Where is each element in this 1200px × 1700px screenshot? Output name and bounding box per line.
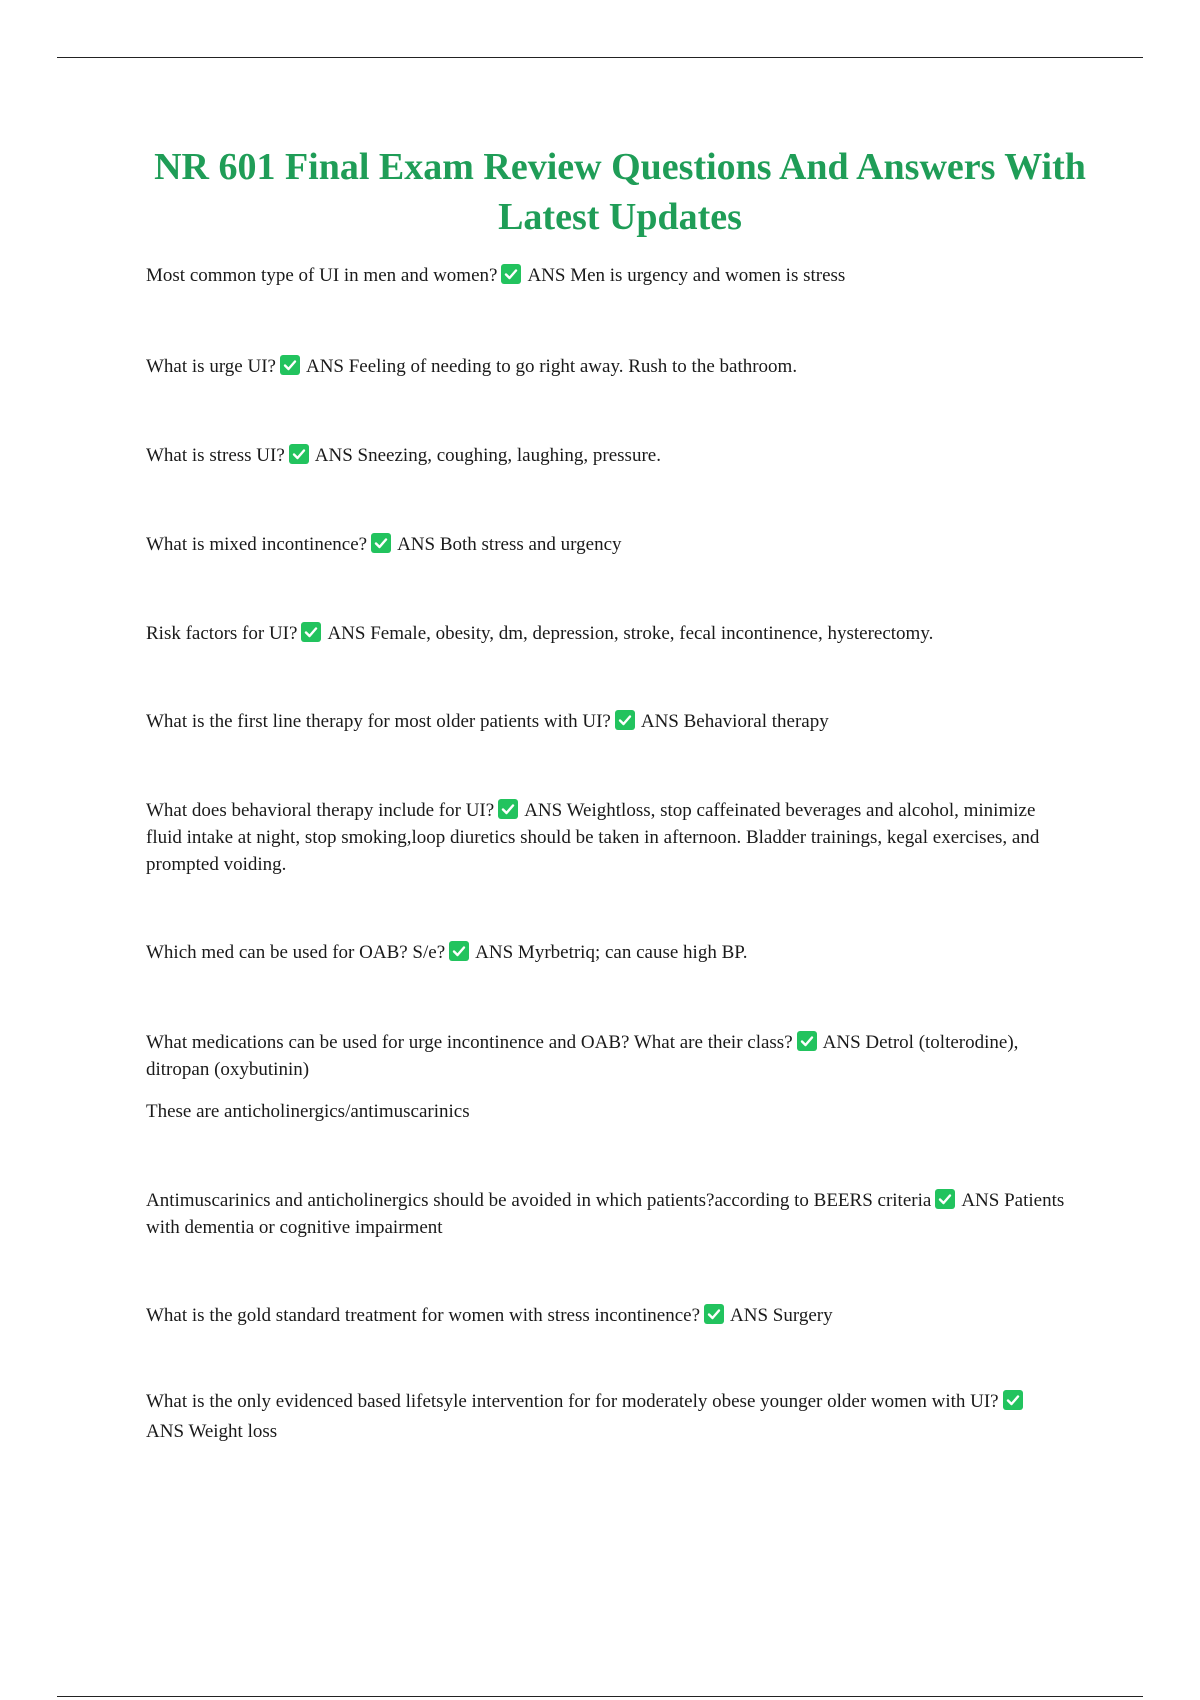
bottom-rule	[57, 1696, 1143, 1697]
check-mark-icon	[704, 1304, 724, 1324]
answer-text: Patients with dementia or cognitive impairment	[146, 1190, 1065, 1238]
question-text: What is urge UI?	[146, 356, 276, 377]
qa-text	[146, 262, 1066, 289]
question-text: What is the first line therapy for most older patients with UI?	[146, 711, 611, 732]
qa-item-2	[146, 353, 1066, 380]
check-mark-icon	[797, 1031, 817, 1051]
qa-item-5	[146, 620, 1066, 647]
answer-prefix: ANS	[822, 1032, 861, 1053]
answer-prefix: ANS	[305, 356, 344, 377]
question-text: Antimuscarinics and anticholinergics should be avoided in which patients?according to BEERS criteria	[146, 1190, 932, 1211]
check-mark-icon	[280, 355, 300, 375]
question-text: What is stress UI?	[146, 445, 285, 466]
check-mark-icon	[449, 941, 469, 961]
question-text: Most common type of UI in men and women?	[146, 265, 498, 286]
answer-prefix: ANS	[475, 942, 514, 963]
answer-prefix: ANS	[327, 623, 366, 644]
question-text: Which med can be used for OAB? S/e?	[146, 942, 446, 963]
qa-text	[146, 1302, 1066, 1329]
check-mark-icon	[498, 799, 518, 819]
answer-prefix: ANS	[524, 800, 563, 821]
answer-prefix: ANS	[146, 1421, 185, 1442]
qa-item-4	[146, 531, 1066, 558]
answer-text: Female, obesity, dm, depression, stroke, fecal incontinence, hysterectomy.	[370, 623, 934, 644]
qa-item-12	[146, 1387, 1066, 1447]
answer-text: Sneezing, coughing, laughing, pressure.	[357, 445, 661, 466]
answer-prefix: ANS	[730, 1305, 769, 1326]
check-mark-icon	[501, 264, 521, 284]
question-text: What is the only evidenced based lifetsyle intervention for for moderately obese younger older women with UI?	[146, 1391, 999, 1412]
answer-text: Weight loss	[188, 1421, 278, 1442]
document-title: NR 601 Final Exam Review Questions And Answers With Latest Updates	[154, 146, 1086, 238]
answer-text: Detrol (tolterodine), ditropan (oxybutinin)	[146, 1032, 1019, 1080]
qa-text	[146, 353, 1066, 380]
answer-text: Myrbetriq; can cause high BP.	[517, 942, 748, 963]
check-mark-icon	[615, 710, 635, 730]
answer-prefix: ANS	[397, 534, 436, 555]
answer-text: Behavioral therapy	[683, 711, 829, 732]
qa-text	[146, 1387, 1066, 1447]
answer-text: Men is urgency and women is stress	[570, 265, 846, 286]
answer-text: Feeling of needing to go right away. Rush to the bathroom.	[348, 356, 798, 377]
qa-text	[146, 1187, 1066, 1241]
question-text: Risk factors for UI?	[146, 623, 298, 644]
qa-item-7	[146, 797, 1066, 878]
qa-item-3	[146, 442, 1066, 469]
answer-text: Surgery	[772, 1305, 833, 1326]
qa-text	[146, 1029, 1066, 1083]
qa-text	[146, 442, 1066, 469]
qa-item-10	[146, 1187, 1066, 1241]
answer-text: Both stress and urgency	[439, 534, 622, 555]
qa-item-9	[146, 1029, 1066, 1125]
qa-text	[146, 620, 1066, 647]
check-mark-icon	[935, 1189, 955, 1209]
question-text: What is the gold standard treatment for women with stress incontinence?	[146, 1305, 701, 1326]
qa-item-1	[146, 262, 1066, 289]
question-text: What medications can be used for urge incontinence and OAB? What are their class?	[146, 1032, 793, 1053]
check-mark-icon	[371, 533, 391, 553]
answer-prefix: ANS	[961, 1190, 1000, 1211]
question-text: What is mixed incontinence?	[146, 534, 368, 555]
qa-item-11	[146, 1302, 1066, 1329]
check-mark-icon	[1003, 1390, 1023, 1410]
check-mark-icon	[301, 622, 321, 642]
top-rule	[57, 57, 1143, 58]
answer-prefix: ANS	[527, 265, 566, 286]
check-mark-icon	[289, 444, 309, 464]
qa-item-6	[146, 708, 1066, 735]
answer-text: Weightloss, stop caffeinated beverages and alcohol, minimize fluid intake at night, stop smoking,loop diuretics should be taken in afternoon. Bladder trainings, kegal exercises, and prompted voiding.	[146, 800, 1040, 875]
qa-item-8	[146, 939, 1066, 966]
qa-text	[146, 708, 1066, 735]
answer-prefix: ANS	[640, 711, 679, 732]
answer-prefix: ANS	[314, 445, 353, 466]
qa-text	[146, 939, 1066, 966]
qa-text	[146, 797, 1066, 878]
qa-extra-text: These are anticholinergics/antimuscarinics	[146, 1101, 470, 1122]
qa-text	[146, 531, 1066, 558]
question-text: What does behavioral therapy include for UI?	[146, 800, 495, 821]
